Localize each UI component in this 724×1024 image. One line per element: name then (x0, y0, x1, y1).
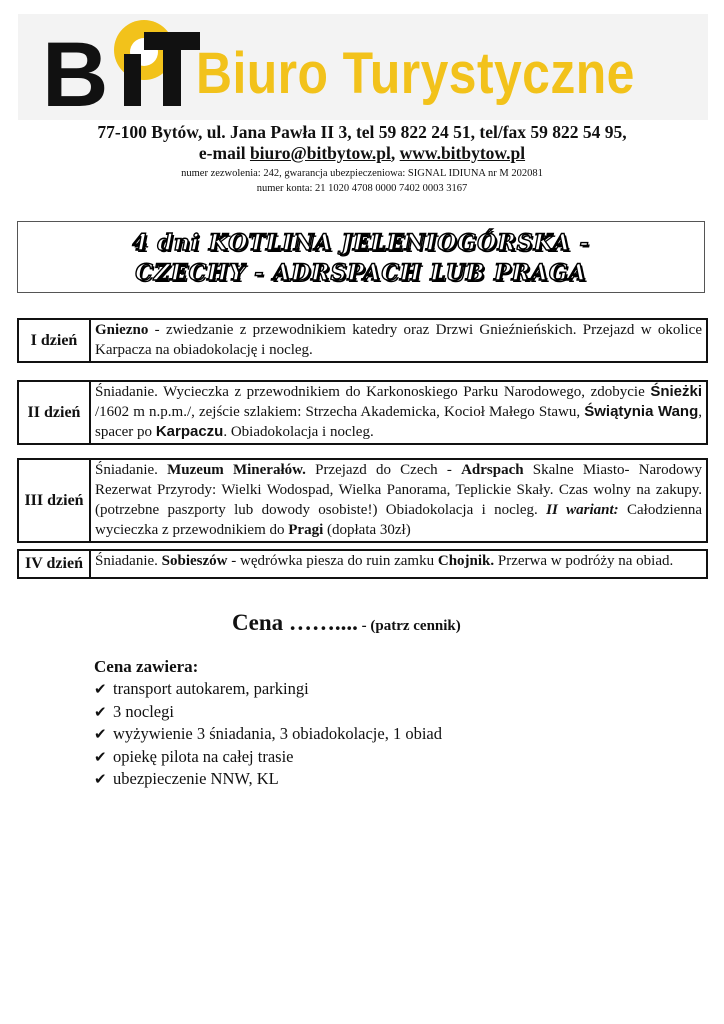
day-description (90, 319, 707, 362)
checkmark-icon: ✔ (94, 702, 107, 721)
day-text-segment: (dopłata 30zł) (323, 522, 411, 538)
day-description (90, 459, 707, 542)
day-text-segment: Sobieszów (161, 553, 228, 569)
day-text-segment: , spacer po (95, 404, 702, 440)
day-text-segment: - wędrówka piesza do ruin zamku (227, 553, 438, 569)
day-text-segment: Karpaczu (155, 423, 224, 440)
day-text-segment: Przejazd do Czech - (305, 462, 462, 478)
day-3-table (17, 458, 708, 543)
list-item-text: opiekę pilota na całej trasie (113, 746, 294, 766)
trip-title-line-2: CZECHY - ADRSPACH LUB PRAGA (135, 260, 587, 286)
day-text-segment: Świątynia Wang (584, 403, 699, 420)
checkmark-icon: ✔ (94, 770, 107, 788)
day-4-table (17, 549, 708, 579)
day-label: I dzień (18, 319, 90, 362)
email-link[interactable]: biuro@bitbytow.pl (249, 143, 391, 163)
list-item (94, 723, 442, 746)
email-label: e-mail (198, 143, 246, 163)
day-text-segment: II wariant: (546, 502, 619, 518)
list-item (94, 701, 442, 724)
account-line: numer konta: 21 1020 4708 0000 7402 0003 3167 (256, 183, 468, 194)
logo-letter-b: B (42, 24, 109, 112)
day-text-segment: Skalne Miasto- Narodowy Rezerwat Przyrody: Wielki Wodospad, Wielka Panorama, Teplickie Skały. Czas wolny na zakupy. (potrzebne paszporty lub dowody osobiste!) Obiadokolacja i nocleg. (95, 462, 703, 518)
price-label: Cena …….... (232, 610, 358, 635)
checkmark-icon: ✔ (94, 725, 107, 743)
price-line (232, 610, 461, 636)
list-item-text: 3 noclegi (113, 701, 174, 721)
list-item-text: transport autokarem, parkingi (113, 679, 309, 698)
day-2-table (17, 380, 708, 445)
day-text-segment: Muzeum Minerałów. (167, 462, 306, 478)
list-item (94, 768, 442, 791)
checkmark-icon: ✔ (94, 747, 107, 766)
includes-heading: Cena zawiera: (94, 657, 199, 676)
trip-title-line-1: 4 dni KOTLINA JELENIOGÓRSKA - (132, 230, 590, 256)
day-label: III dzień (18, 459, 90, 542)
trip-title-box (17, 221, 705, 293)
day-text-segment: Śniadanie. Wycieczka z przewodnikiem do Karkonoskiego Parku Narodowego, zdobycie (95, 384, 651, 400)
includes-list (94, 678, 442, 791)
day-text-segment: . Obiadokolacja i nocleg. (223, 424, 374, 440)
day-text-segment: Adrspach (461, 462, 524, 478)
list-item (94, 746, 442, 769)
checkmark-icon: ✔ (94, 680, 107, 698)
list-item-text: wyżywienie 3 śniadania, 3 obiadokolacje, 1 obiad (113, 724, 442, 743)
day-label: II dzień (18, 381, 90, 444)
contact-line: e-mail biuro@bitbytow.pl, www.bitbytow.pl (198, 143, 526, 163)
logo-wordmark: Biuro Turystyczne (196, 41, 635, 106)
day-text-segment: Całodzienna wycieczka z przewodnikiem do (95, 502, 702, 538)
website-link[interactable]: www.bitbytow.pl (399, 143, 526, 163)
bit-logo (40, 16, 200, 112)
day-text-segment: Śnieżki (650, 383, 702, 400)
day-text-segment: Gniezno (95, 322, 149, 338)
day-label: IV dzień (18, 550, 90, 578)
day-text-segment: Śniadanie. (95, 462, 168, 478)
day-text-segment: - zwiedzanie z przewodnikiem katedry oraz Drzwi Gnieźnieńskich. Przejazd w okolice Karpacza na obiadokolację i nocleg. (95, 322, 702, 358)
day-description (90, 381, 707, 444)
day-text-segment: Śniadanie. (95, 553, 162, 569)
day-1-table (17, 318, 708, 363)
address-line: 77-100 Bytów, ul. Jana Pawła II 3, tel 59 822 24 51, tel/fax 59 822 54 95, (97, 122, 627, 142)
list-item-text: ubezpieczenie NNW, KL (113, 769, 279, 788)
permit-line: numer zezwolenia: 242, gwarancja ubezpieczeniowa: SIGNAL IDIUNA nr M 202081 (181, 168, 543, 179)
day-text-segment: /1602 m n.p.m./, zejście szlakiem: Strzecha Akademicka, Kocioł Małego Stawu, (95, 404, 585, 420)
day-description (90, 550, 707, 578)
day-text-segment: Pragi (288, 522, 324, 538)
list-item (94, 678, 442, 701)
day-text-segment: Chojnik. (437, 553, 495, 569)
price-note: - (patrz cennik) (357, 618, 461, 634)
day-text-segment: Przerwa w podróży na obiad. (494, 553, 674, 569)
